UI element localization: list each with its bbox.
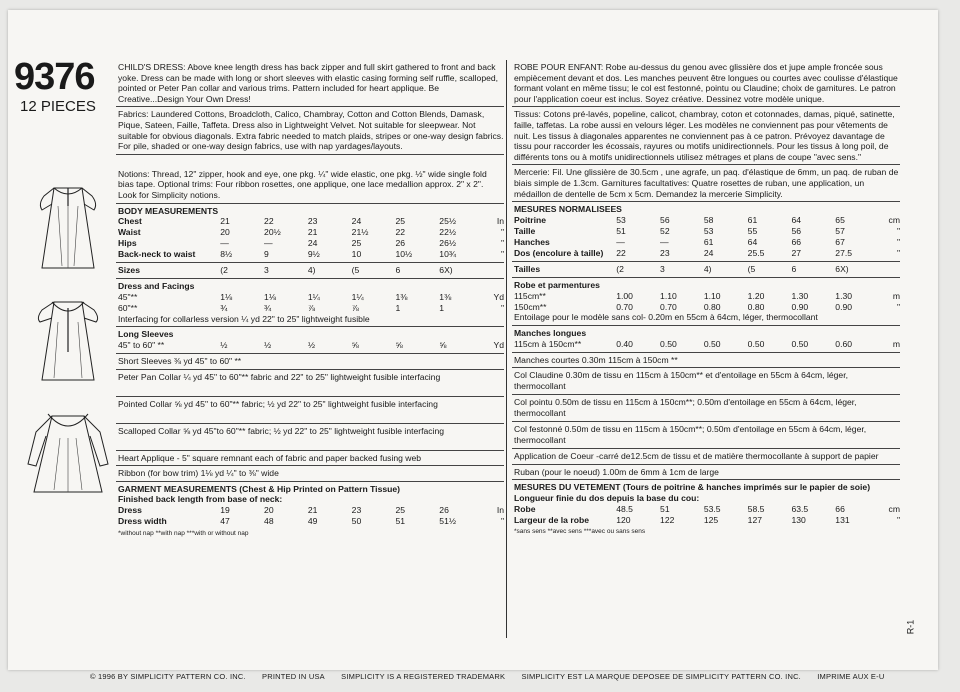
cell-value: ⅞ (351, 302, 359, 313)
printed-in: PRINTED IN USA (262, 672, 325, 681)
unit: cm (888, 214, 900, 225)
cell-value: 1¼ (307, 291, 320, 302)
table-row (514, 226, 900, 237)
row-label: Sizes (118, 265, 140, 276)
cell-value: 56 (660, 214, 670, 225)
cell-value: 3 (264, 265, 269, 276)
cell-value: 56 (791, 225, 802, 236)
cell-value: 51 (616, 225, 626, 236)
robe-description: ROBE POUR ENFANT: Robe au-dessus du genou avec glissière dos et jupe ample froncée sous empiècement devant et dos. Les manches peuvent être longues ou courtes avec coulisse d'élastique formant volant en même tissu; le col est festonné, pointu ou Claudine; choix de garnitures. Le patron pour l'application coeur est inclus. Soyez créative. Dessinez votre modèle unique. (512, 60, 900, 107)
scalloped-collar-section: Scalloped Collar ⅝ yd 45"to 60"** fabric; ½ yd 22" to 25" lightweight fusible interfacing (116, 424, 504, 451)
cell-value: 21 (220, 216, 230, 227)
unit: " (896, 247, 900, 258)
cell-value: 1 (395, 302, 401, 313)
copyright: © 1996 BY SIMPLICITY PATTERN CO. INC. (90, 672, 246, 681)
cell-value: ½ (307, 340, 316, 351)
cell-value: 51½ (439, 516, 457, 527)
cell-value: 58.5 (747, 503, 765, 514)
dress-facings-section: Dress and Facings 45"** 1⅛ 1⅛ 1¼ 1¼ 1⅜ 1⅜ Yd 60"** ¾ ¾ ⅞ ⅞ 1 1 " Interfacing for collarless version ¼ yd 22" to 25" lightweight fusible (116, 279, 504, 327)
unit: Yd (493, 340, 504, 351)
cell-value: 0.50 (747, 338, 765, 349)
cell-value: 23 (660, 247, 670, 258)
revision-mark: R-1 (905, 619, 916, 635)
cell-value: 0.70 (660, 301, 677, 312)
unit: In (496, 216, 504, 227)
cell-value: (2 (616, 263, 624, 274)
footnote-en: *without nap **with nap ***with or without nap (118, 529, 249, 537)
cell-value: 1 (439, 302, 445, 313)
cell-value: ⅞ (307, 302, 316, 313)
column-divider (506, 60, 507, 638)
unit: " (896, 514, 900, 525)
cell-value: 22½ (439, 227, 457, 238)
table-row (118, 340, 504, 351)
table-row (118, 238, 504, 249)
cell-value: ⅝ (395, 340, 403, 351)
pattern-number: 9376 (14, 56, 95, 98)
cell-value: (5 (351, 265, 360, 276)
table-row (514, 514, 900, 525)
table-row (514, 215, 900, 226)
cell-value: 10½ (395, 249, 413, 260)
cell-value: 131 (835, 514, 850, 525)
cell-value: 61 (747, 214, 758, 225)
notions-section: Notions: Thread, 12" zipper, hook and eye, one pkg. ¼" wide elastic, one pkg. ½" wide single fold bias tape. Optional trims: Four ribbon rosettes, one applique, one lace medallion approx. 2" x 2". Look for Simplicity notions. (116, 167, 504, 204)
cell-value: 26½ (439, 238, 457, 249)
cell-value: 53 (616, 214, 626, 225)
cell-value: 1.30 (791, 290, 809, 301)
cell-value: 0.50 (660, 338, 677, 349)
cell-value: 58 (703, 214, 714, 225)
cell-value: 53.5 (703, 503, 721, 514)
ribbon-section: Ribbon (for bow trim) 1⅛ yd ¼" to ⅜" wide (116, 466, 504, 482)
cell-value: 20 (220, 227, 230, 238)
cell-value: 66 (791, 236, 802, 247)
dress-illustration-peter-pan-collar (22, 292, 114, 388)
cell-value: 24 (351, 216, 362, 227)
pattern-envelope-back (8, 10, 938, 670)
row-label: Hanches (514, 236, 550, 247)
cell-value: 0.80 (703, 301, 721, 312)
mercerie-section: Mercerie: Fil. Une glissière de 30.5cm , une agrafe, un paq. d'élastique de 6mm, un paq. de ruban de biais simple de 1.3cm. Garnitures facultatives: Quatre rosettes de ruban, une application, un médaillon de dentelle de 5cm x 5cm. Demandez la mercerie Simplicity. (512, 165, 900, 202)
cell-value: 51 (395, 516, 406, 527)
manches-longues-section: Manches longues 115cm à 150cm** 0.40 0.50 0.50 0.50 0.50 0.60 m (512, 326, 900, 353)
cell-value: 1.30 (835, 290, 853, 301)
cell-value: 0.40 (616, 338, 633, 349)
cell-value: ⅝ (439, 340, 447, 351)
cell-value: 49 (307, 516, 318, 527)
cell-value: 23 (307, 216, 318, 227)
garment-measurements: GARMENT MEASUREMENTS (Chest & Hip Printed on Pattern Tissue) Finished back length from base of neck: Dress 19 20 21 23 25 26 In Dress width 47 48 49 50 51 51½ " *without nap **with nap ***with or without nap (116, 482, 504, 540)
row-label: Dress (118, 505, 142, 516)
table-row (118, 303, 504, 314)
cell-value: 0.60 (835, 338, 853, 349)
cell-value: 4) (307, 265, 316, 276)
unit: " (500, 249, 504, 260)
row-label: Chest (118, 216, 142, 227)
cell-value: 122 (660, 514, 675, 525)
cell-value: 22 (395, 227, 406, 238)
dress-description: CHILD'S DRESS: Above knee length dress has back zipper and full skirt gathered to front and back yoke. Dress can be made with long or short sleeves with elastic casing forming self ruffle, scalloped, pointed or Peter Pan collar and various trims. Pattern included for heart applique. Be Creative...Design Your Own Dress! (116, 60, 504, 107)
cell-value: 1.20 (747, 290, 765, 301)
cell-value: 127 (747, 514, 763, 525)
dress-illustration-scalloped-collar (22, 404, 114, 500)
row-label: 45" to 60" ** (118, 340, 165, 351)
trademark: SIMPLICITY IS A REGISTERED TRADEMARK (341, 672, 506, 681)
cell-value: 25 (395, 216, 406, 227)
cell-value: 65 (835, 214, 845, 225)
cell-value: 22 (264, 216, 274, 227)
row-label: 45"** (118, 291, 138, 302)
cell-value: 52 (660, 225, 670, 236)
unit: " (500, 516, 504, 527)
cell-value: 130 (791, 514, 806, 525)
french-column (512, 60, 900, 538)
cell-value: 26 (439, 505, 449, 516)
cell-value: 0.90 (835, 301, 853, 312)
cell-value: 9 (264, 249, 269, 260)
row-label: Tailles (514, 263, 541, 274)
cell-value: 0.50 (791, 338, 809, 349)
cell-value: 21 (307, 227, 318, 238)
cell-value: 23 (351, 505, 362, 516)
cell-value: 53 (703, 225, 714, 236)
heart-applique-section: Heart Applique - 5" square remnant each of fabric and paper backed fusing web (116, 451, 504, 467)
pieces-count: 12 PIECES (20, 98, 96, 115)
cell-value: 120 (616, 514, 631, 525)
cell-value: 0.70 (616, 301, 633, 312)
cell-value: (5 (747, 263, 756, 274)
cell-value: 26 (395, 238, 406, 249)
cell-value: 51 (660, 503, 670, 514)
pointed-collar-section: Pointed Collar ⅝ yd 45" to 60"** fabric; ½ yd 22" to 25" lightweight fusible interfacing (116, 397, 504, 424)
cell-value: ⅝ (351, 340, 359, 351)
cell-value: — (220, 238, 229, 249)
body-measurements: BODY MEASUREMENTS Chest 21 22 23 24 25 25½ In Waist 20 20½ 21 21½ 22 22½ " Hips — — 24 25 26 26½ " Back-neck to waist 8½ 9 9½ 10 10½ 10¾ " (116, 204, 504, 264)
table-row (118, 292, 504, 303)
unit: m (892, 338, 900, 349)
table-row (118, 249, 504, 260)
cell-value: 20 (264, 505, 274, 516)
cell-value: 66 (835, 503, 845, 514)
cell-value: 25.5 (747, 247, 765, 258)
imprime: IMPRIME AUX E-U (817, 672, 885, 681)
cell-value: 1⅜ (439, 291, 452, 302)
row-label: Dos (encolure à taille) (514, 247, 604, 258)
cell-value: 0.50 (703, 338, 721, 349)
cell-value: 9½ (307, 249, 320, 260)
cell-value: 3 (660, 263, 665, 274)
unit: In (496, 505, 504, 516)
cell-value: 64 (747, 236, 758, 247)
cell-value: — (264, 238, 273, 249)
table-row (514, 503, 900, 514)
mesures-normalisees: MESURES NORMALISEES Poitrine 53 56 58 61 64 65 cm Taille 51 52 53 55 56 57 " Hanches — — 61 64 66 67 " Dos (encolure à taille) 22 23 24 25.5 27 27.5 " (512, 202, 900, 262)
peter-pan-collar-section: Peter Pan Collar ¼ yd 45" to 60"** fabric and 22" to 25" lightweight fusible interfacing (116, 370, 504, 397)
cell-value: 24 (307, 238, 318, 249)
cell-value: 57 (835, 225, 845, 236)
cell-value: 6X) (439, 265, 453, 276)
cell-value: 48.5 (616, 503, 633, 514)
long-sleeves-section: Long Sleeves 45" to 60" ** ½ ½ ½ ⅝ ⅝ ⅝ Yd (116, 327, 504, 354)
row-label: Robe (514, 503, 536, 514)
cell-value: 10 (351, 249, 362, 260)
row-label: Hips (118, 238, 137, 249)
table-row (118, 516, 504, 527)
tailles-row (512, 262, 900, 278)
row-label: Dress width (118, 516, 167, 527)
cell-value: 67 (835, 236, 845, 247)
cell-value: 0.80 (747, 301, 765, 312)
cell-value: — (660, 236, 669, 247)
cell-value: 1.10 (660, 290, 677, 301)
row-label: Poitrine (514, 214, 546, 225)
cell-value: 22 (616, 247, 626, 258)
cell-value: 25½ (439, 216, 457, 227)
table-row (514, 248, 900, 259)
english-column (116, 60, 504, 539)
cell-value: (2 (220, 265, 228, 276)
cell-value: 24 (703, 247, 714, 258)
cell-value: 19 (220, 505, 230, 516)
cell-value: 25 (351, 238, 362, 249)
table-row (118, 265, 504, 276)
cell-value: 27 (791, 247, 802, 258)
unit: " (896, 236, 900, 247)
cell-value: 1⅜ (395, 291, 408, 302)
cell-value: 64 (791, 214, 802, 225)
cell-value: 1⅛ (220, 291, 233, 302)
cell-value: 61 (703, 236, 714, 247)
cell-value: ½ (264, 340, 272, 351)
row-label: 60"** (118, 302, 138, 313)
unit: " (500, 227, 504, 238)
cell-value: 47 (220, 516, 230, 527)
sizes-row (116, 263, 504, 279)
unit: " (896, 301, 900, 312)
cell-value: 1.00 (616, 290, 633, 301)
unit (879, 264, 900, 275)
cell-value: 8½ (220, 249, 233, 260)
cell-value: 1⅛ (264, 291, 276, 302)
table-row (514, 301, 900, 312)
table-row (514, 339, 900, 350)
row-label: 115cm** (514, 290, 546, 301)
ruban-section: Ruban (pour le noeud) 1.00m de 6mm à 1cm de large (512, 465, 900, 481)
body-measurements-table (118, 216, 504, 260)
cell-value: 27.5 (835, 247, 853, 258)
cell-value: 21½ (351, 227, 369, 238)
unit (483, 265, 504, 276)
unit: " (500, 302, 504, 313)
table-row (118, 505, 504, 516)
unit: m (892, 290, 900, 301)
cell-value: 1.10 (703, 290, 721, 301)
cell-value: 0.90 (791, 301, 809, 312)
dress-illustration-pointed-collar (22, 178, 114, 278)
application-coeur-section: Application de Coeur -carré de12.5cm de tissu et de matière thermocollante à support de papier (512, 449, 900, 465)
trademark-fr: SIMPLICITY EST LA MARQUE DEPOSEE DE SIMPLICITY PATTERN CO. INC. (521, 672, 801, 681)
cell-value: 21 (307, 505, 318, 516)
col-festonne-section: Col festonné 0.50m de tissu en 115cm à 150cm**; 0.50m d'entoilage en 55cm à 64cm, léger, thermocollant (512, 422, 900, 449)
cell-value: 6 (395, 265, 401, 276)
unit: cm (888, 503, 900, 514)
unit: " (896, 225, 900, 236)
tissus-section: Tissus: Cotons pré-lavés, popeline, calicot, chambray, coton et cotonnades, damas, piqué, satinette, faille, taffetas. La robe aussi en velours léger. Les modèles ne conviennent pas pour vêtements de nuit. Les tissus à diagonales apparentes ne conviennent pas à ce patron. Prévoyez davantage de tissu pour raccorder les écossais, rayures ou motifs unidirectionnels. Pour les tissus à long poil, de différents tons ou à motifs unidirectionnels utilisez métrages et plans de coupe "avec sens." (512, 107, 900, 165)
table-row (514, 264, 900, 275)
cell-value: 63.5 (791, 503, 809, 514)
cell-value: 48 (264, 516, 274, 527)
row-label: Largeur de la robe (514, 514, 589, 525)
table-row (118, 227, 504, 238)
cell-value: 55 (747, 225, 758, 236)
table-row (118, 216, 504, 227)
footnote-fr: *sans sens **avec sens ***avec ou sans sens (514, 528, 646, 536)
unit: " (500, 238, 504, 249)
col-pointu-section: Col pointu 0.50m de tissu en 115cm à 150cm**; 0.50m d'entoilage en 55cm à 64cm, léger, thermocollant (512, 395, 900, 422)
row-label: Waist (118, 227, 141, 238)
cell-value: 1¼ (351, 291, 364, 302)
cell-value: 125 (703, 514, 719, 525)
cell-value: 20½ (264, 227, 281, 238)
manches-courtes-section: Manches courtes 0.30m 115cm à 150cm ** (512, 353, 900, 369)
cell-value: 4) (703, 263, 712, 274)
cell-value: ¾ (220, 302, 228, 313)
mesures-vetement: MESURES DU VETEMENT (Tours de poitrine & hanches imprimés sur le papier de soie) Longueur finie du dos depuis la base du cou: Robe 48.5 51 53.5 58.5 63.5 66 cm Largeur de la robe 120 122 125 127 130 131 " *sans sens **avec sens ***avec ou sans sens (512, 480, 900, 538)
row-label: 115cm à 150cm** (514, 338, 582, 349)
cell-value: 50 (351, 516, 362, 527)
cell-value: 6X) (835, 263, 849, 274)
table-row (514, 290, 900, 301)
row-label: 150cm** (514, 301, 547, 312)
cell-value: 6 (791, 263, 797, 274)
robe-parmentures-section: Robe et parmentures 115cm** 1.00 1.10 1.10 1.20 1.30 1.30 m 150cm** 0.70 0.70 0.80 0.80 0.90 0.90 " Entoilage pour le modèle sans col- 0.20m en 55cm à 64cm, léger, thermocollant (512, 278, 900, 326)
cell-value: 25 (395, 505, 406, 516)
cell-value: ¾ (264, 302, 272, 313)
cell-value: 10¾ (439, 249, 457, 260)
row-label: Taille (514, 225, 536, 236)
fabrics-section: Fabrics: Laundered Cottons, Broadcloth, Calico, Chambray, Cotton and Cotton Blends, Damask, Pique, Sateen, Faille, Taffeta. Dress also in Lightweight Velvet. Not suitable for sleepwear. Not suitable for obvious diagonals. Extra fabric needed to match plaids, stripes or one-way design fabrics. For pile, shaded or one-way design fabrics, use with nap yardages/layouts. (116, 107, 504, 154)
table-row (514, 237, 900, 248)
cell-value: ½ (220, 340, 228, 351)
col-claudine-section: Col Claudine 0.30m de tissu en 115cm à 150cm** et d'entoilage en 55cm à 64cm, léger, thermocollant (512, 368, 900, 395)
cell-value: — (616, 236, 625, 247)
unit: Yd (493, 291, 504, 302)
footer (90, 672, 898, 681)
row-label: Back-neck to waist (118, 249, 196, 260)
short-sleeves-section: Short Sleeves ⅜ yd 45" to 60" ** (116, 354, 504, 370)
